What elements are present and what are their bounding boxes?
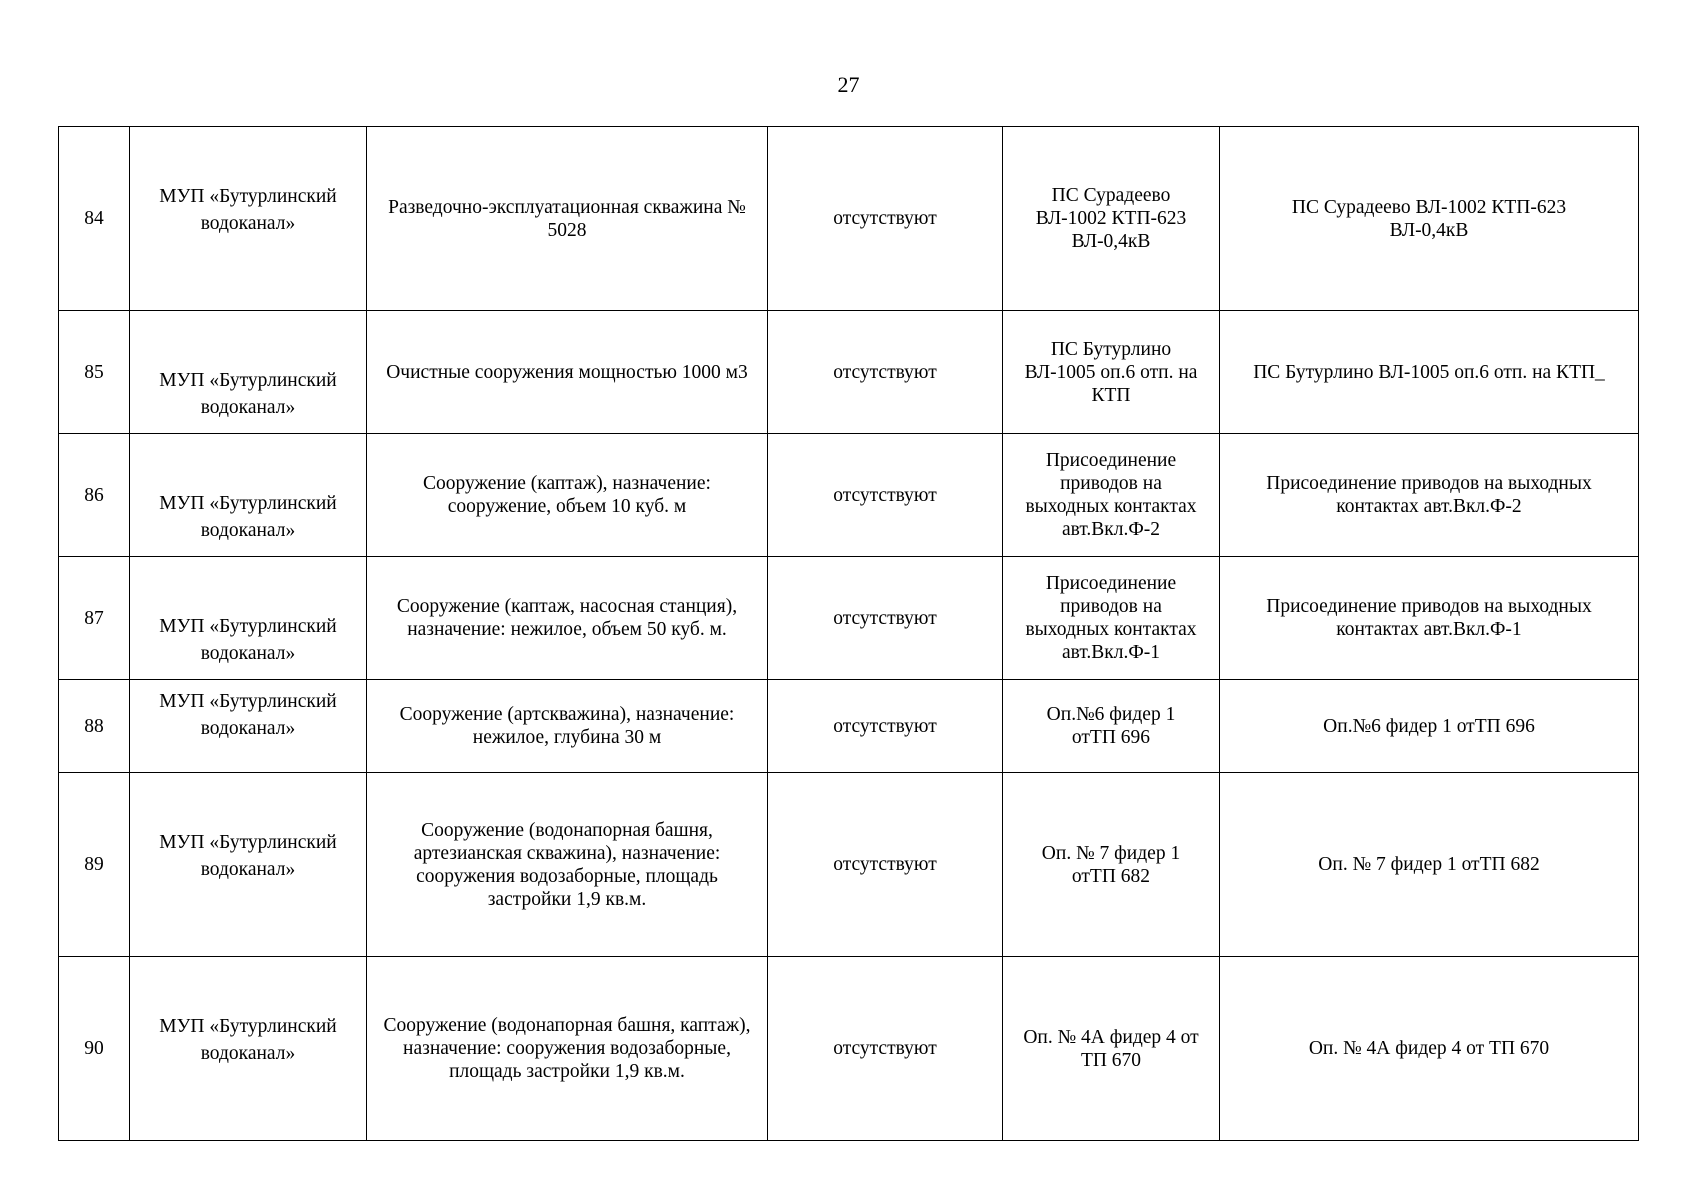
table-row [59,434,1639,557]
table-row [59,773,1639,957]
row-number-cell: 86 [59,434,130,557]
status-cell: отсутствуют [768,680,1003,773]
owner-name-line2: водоканал» [200,520,296,541]
object-cell: Сооружение (водонапорная башня, артезианская скважина), назначение: сооружения водозаборные, площадь застройки 1,9 кв.м. [367,773,768,957]
status-cell: отсутствуют [768,127,1003,311]
object-cell: Сооружение (водонапорная башня, каптаж), назначение: сооружения водозаборные, площадь застройки 1,9 кв.м. [367,957,768,1141]
object-cell: Сооружение (артскважина), назначение: нежилое, глубина 30 м [367,680,768,773]
connection-point-cell: Присоединение приводов на выходных контактах авт.Вкл.Ф-2 [1220,434,1639,557]
owner-cell [130,434,367,557]
owner-cell [130,957,367,1141]
owner-name-line1: МУП «Бутурлинский [159,1016,337,1037]
connection-point-cell: ПС Сурадеево ВЛ-1002 КТП-623 ВЛ-0,4кВ [1220,127,1639,311]
owner-cell [130,311,367,434]
row-number-cell: 89 [59,773,130,957]
owner-name-line2: водоканал» [200,397,296,418]
connection-point-cell: Оп. № 7 фидер 1 отТП 682 [1220,773,1639,957]
row-number-cell: 87 [59,557,130,680]
table-row [59,680,1639,773]
data-table [58,126,1639,1141]
row-number-cell: 84 [59,127,130,311]
power-source-cell: ПС Сурадеево ВЛ-1002 КТП-623 ВЛ-0,4кВ [1003,127,1220,311]
owner-name-line1: МУП «Бутурлинский [159,186,337,207]
object-cell: Очистные сооружения мощностью 1000 м3 [367,311,768,434]
object-cell: Сооружение (каптаж, насосная станция), назначение: нежилое, объем 50 куб. м. [367,557,768,680]
object-cell: Сооружение (каптаж), назначение: сооружение, объем 10 куб. м [367,434,768,557]
row-number-cell: 85 [59,311,130,434]
owner-cell [130,773,367,957]
owner-name-line1: МУП «Бутурлинский [159,493,337,514]
owner-cell [130,127,367,311]
connection-point-cell: Оп. № 4А фидер 4 от ТП 670 [1220,957,1639,1141]
row-number-cell: 88 [59,680,130,773]
power-source-cell: Оп. № 4А фидер 4 от ТП 670 [1003,957,1220,1141]
page-number: 27 [837,72,860,97]
status-cell: отсутствуют [768,434,1003,557]
status-cell: отсутствуют [768,311,1003,434]
owner-name-line2: водоканал» [200,1043,296,1064]
power-source-cell: ПС Бутурлино ВЛ-1005 оп.6 отп. на КТП [1003,311,1220,434]
power-source-cell: Присоединение приводов на выходных контактах авт.Вкл.Ф-2 [1003,434,1220,557]
row-number-cell: 90 [59,957,130,1141]
status-cell: отсутствуют [768,557,1003,680]
status-cell: отсутствуют [768,773,1003,957]
owner-name-line1: МУП «Бутурлинский [159,832,337,853]
table-row [59,311,1639,434]
owner-name-line1: МУП «Бутурлинский [159,691,337,712]
table-row [59,557,1639,680]
owner-cell [130,680,367,773]
owner-name-line1: МУП «Бутурлинский [159,370,337,391]
power-source-cell: Присоединение приводов на выходных контактах авт.Вкл.Ф-1 [1003,557,1220,680]
status-cell: отсутствуют [768,957,1003,1141]
owner-name-line1: МУП «Бутурлинский [159,616,337,637]
owner-name-line2: водоканал» [200,859,296,880]
connection-point-cell: Оп.№6 фидер 1 отТП 696 [1220,680,1639,773]
power-source-cell: Оп. № 7 фидер 1 отТП 682 [1003,773,1220,957]
table-row [59,957,1639,1141]
owner-name-line2: водоканал» [200,213,296,234]
owner-cell [130,557,367,680]
owner-name-line2: водоканал» [200,643,296,664]
table-row [59,127,1639,311]
owner-name-line2: водоканал» [200,718,296,739]
connection-point-cell: ПС Бутурлино ВЛ-1005 оп.6 отп. на КТП_ [1220,311,1639,434]
power-source-cell: Оп.№6 фидер 1 отТП 696 [1003,680,1220,773]
object-cell: Разведочно-эксплуатационная скважина № 5028 [367,127,768,311]
connection-point-cell: Присоединение приводов на выходных контактах авт.Вкл.Ф-1 [1220,557,1639,680]
